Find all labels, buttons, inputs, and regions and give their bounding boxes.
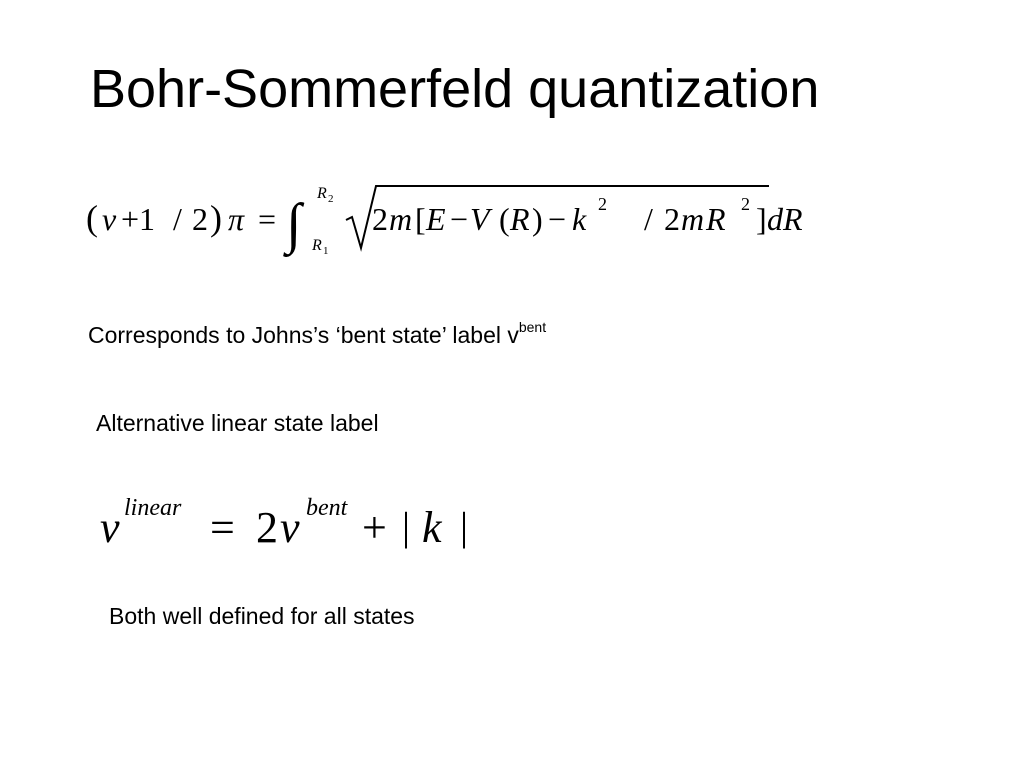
eq1-upper-limit-sub: 2 bbox=[328, 193, 334, 205]
eq1-close-paren: ) bbox=[210, 198, 222, 238]
eq1-R-exponent: 2 bbox=[741, 194, 750, 214]
eq1-open-paren: ( bbox=[86, 198, 98, 238]
eq1-lower-limit-sub: 1 bbox=[323, 245, 329, 257]
eq1-dR: dR bbox=[767, 201, 803, 237]
eq2-plus: + bbox=[362, 503, 387, 552]
eq1-k: k bbox=[572, 201, 587, 237]
eq1-potential-rparen: ) bbox=[532, 201, 543, 237]
eq1-close-bracket: ] bbox=[756, 201, 767, 237]
eq1-energy: E bbox=[426, 201, 446, 237]
eq1-upper-limit: R bbox=[317, 185, 327, 202]
eq1-m-2: m bbox=[681, 201, 705, 237]
eq2-equals: = bbox=[210, 503, 235, 552]
eq1-div: / bbox=[644, 201, 653, 237]
eq1-lower-limit: R bbox=[312, 237, 322, 254]
eq1-equals: = bbox=[258, 201, 277, 237]
eq1-two: 2 bbox=[192, 201, 208, 237]
both-defined-text: Both well defined for all states bbox=[109, 603, 415, 629]
eq1-potential: V bbox=[470, 201, 490, 237]
linear-label-equation bbox=[96, 486, 496, 556]
corresponds-main: Corresponds to Johns’s ‘bent state’ label v bbox=[88, 322, 519, 348]
eq1-slash: / bbox=[173, 201, 182, 237]
slide-title: Bohr-Sommerfeld quantization bbox=[90, 59, 820, 119]
eq1-potential-lparen: ( bbox=[499, 201, 510, 237]
eq2-superscript-bent: bent bbox=[306, 495, 348, 521]
eq1-integrand-two: 2 bbox=[372, 201, 388, 237]
eq1-pi: π bbox=[228, 201, 245, 237]
eq2-v2: v bbox=[280, 503, 300, 552]
eq2-two: 2 bbox=[256, 503, 278, 552]
eq1-open-bracket: [ bbox=[415, 201, 426, 237]
eq1-plus-one: +1 bbox=[121, 201, 156, 237]
eq1-integrand-m: m bbox=[389, 201, 413, 237]
eq2-abs-bar-left: | bbox=[402, 504, 411, 549]
eq1-k-exponent: 2 bbox=[598, 194, 607, 214]
eq1-potential-arg: R bbox=[510, 201, 530, 237]
eq1-v: v bbox=[102, 201, 117, 237]
eq2-superscript-linear: linear bbox=[124, 495, 182, 521]
eq1-minus-1: − bbox=[450, 201, 469, 237]
eq2-k: k bbox=[422, 503, 442, 552]
eq1-R-2: R bbox=[706, 201, 726, 237]
eq2-abs-bar-right: | bbox=[460, 504, 469, 549]
eq2-v: v bbox=[100, 503, 120, 552]
eq1-two-2: 2 bbox=[664, 201, 680, 237]
eq1-integral-sign: ∫ bbox=[286, 193, 302, 255]
eq1-minus-2: − bbox=[548, 201, 567, 237]
corresponds-text bbox=[88, 319, 547, 348]
bohr-sommerfeld-equation bbox=[86, 180, 826, 260]
corresponds-superscript: bent bbox=[518, 319, 547, 336]
alternative-label-text: Alternative linear state label bbox=[96, 410, 379, 436]
